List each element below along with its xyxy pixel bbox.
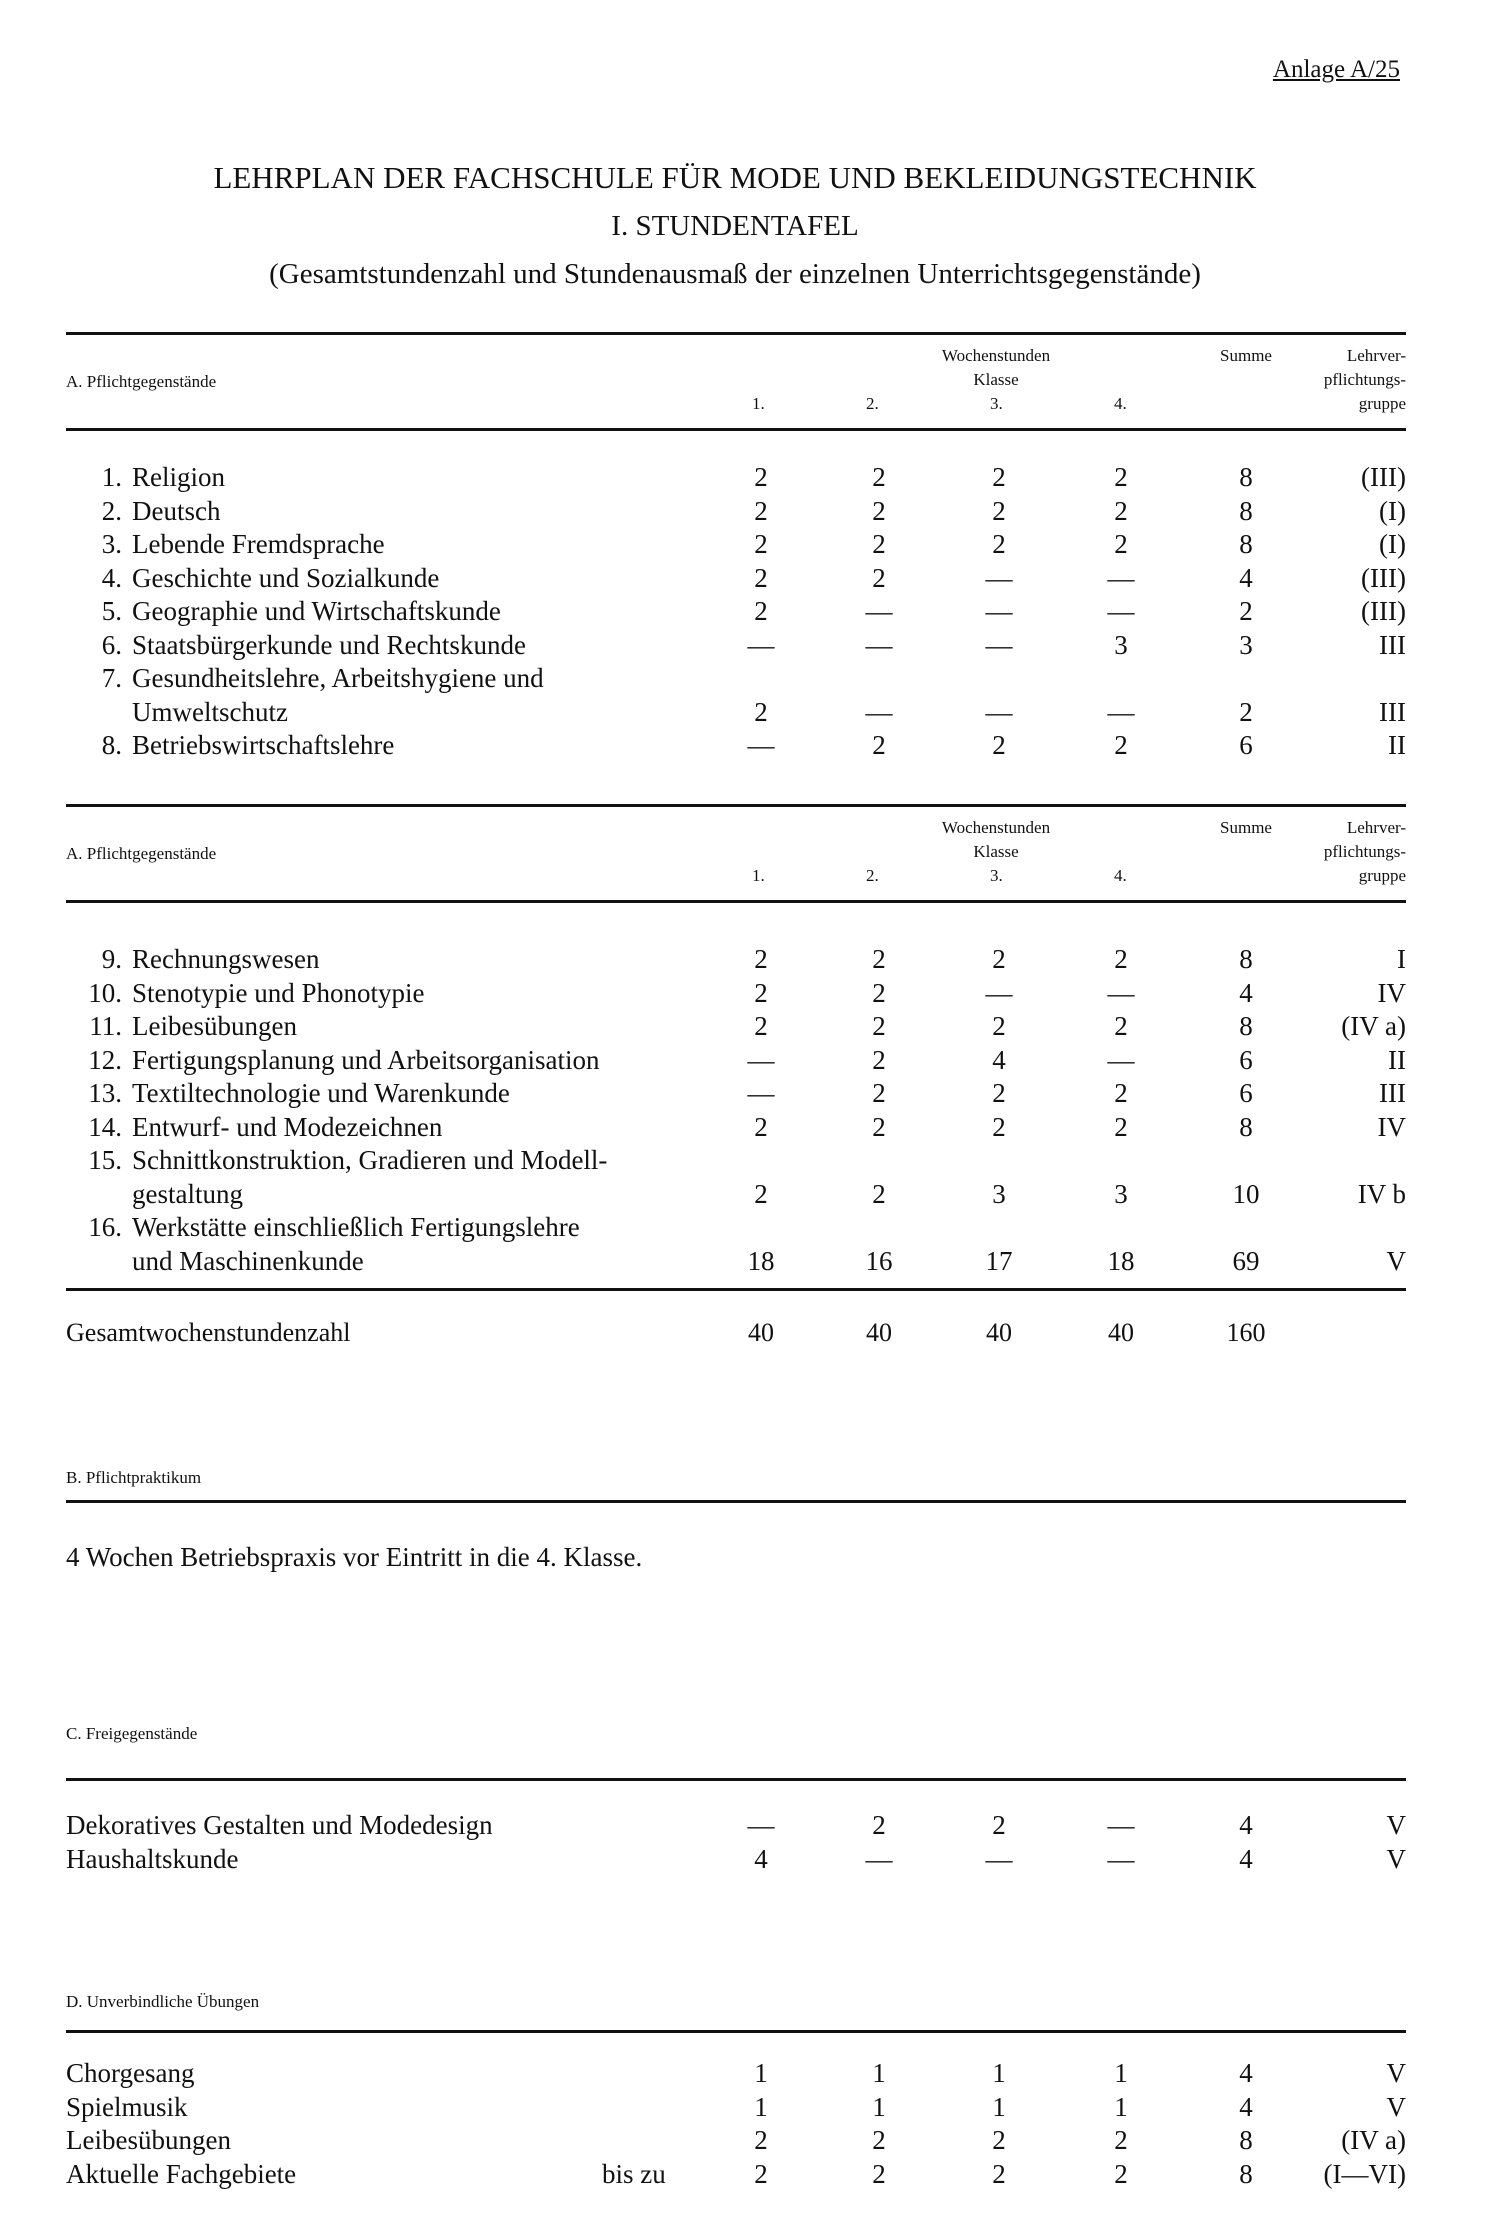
header-class-3: 3. — [990, 866, 1003, 885]
class-4-hours: — — [1107, 1044, 1135, 1075]
lehrverpflichtungsgruppe: IV b — [1357, 1178, 1406, 1209]
class-1-hours: 1 — [754, 2058, 768, 2088]
row-number: 13. — [88, 1078, 122, 1108]
header-class-4: 4. — [1114, 866, 1127, 885]
class-2-hours: 2 — [872, 529, 886, 559]
class-3-hours: 4 — [992, 1044, 1006, 1075]
row-number: 15. — [88, 1145, 122, 1175]
lehrverpflichtungsgruppe: (IV a) — [1341, 1011, 1406, 1041]
class-4-hours: 2 — [1114, 1111, 1128, 1142]
table-row — [66, 730, 1406, 764]
sum-hours: 4 — [1239, 2091, 1253, 2122]
class-2-hours: 2 — [872, 1044, 886, 1075]
sum-hours: 8 — [1239, 462, 1253, 492]
header-klasse: Klasse — [973, 370, 1019, 389]
sum-hours: 8 — [1239, 529, 1253, 559]
row-number: 9. — [101, 944, 122, 974]
header-rule-bottom — [66, 428, 1406, 431]
class-3-hours: 1 — [992, 2058, 1006, 2088]
table-row — [66, 1844, 1406, 1878]
sum-hours: 8 — [1239, 1011, 1253, 1041]
section-a-rows — [66, 462, 1406, 764]
sum-hours: 8 — [1239, 944, 1253, 974]
sum-hours: 6 — [1239, 730, 1253, 760]
lehrverpflichtungsgruppe: III — [1379, 696, 1406, 727]
sum-hours: 8 — [1239, 1111, 1253, 1142]
subject-name: Betriebswirtschaftslehre — [132, 730, 395, 760]
lehrverpflichtungsgruppe: II — [1388, 730, 1406, 760]
class-4-hours: 1 — [1114, 2091, 1128, 2122]
row-number: 4. — [101, 562, 122, 593]
table-row — [66, 496, 1406, 530]
lehrverpflichtungsgruppe: (III) — [1361, 462, 1406, 492]
class-2-hours: 2 — [872, 1111, 886, 1142]
class-2-hours: — — [865, 696, 893, 727]
class-2-hours: 2 — [872, 462, 886, 492]
subject-name: Dekoratives Gestalten und Modedesign — [66, 1810, 493, 1840]
document-subtitle: I. STUNDENTAFEL — [611, 210, 859, 242]
class-2-hours: 2 — [872, 2125, 886, 2155]
class-3-hours: 3 — [992, 1178, 1006, 1209]
header-rule-bottom — [66, 900, 1406, 903]
class-3-hours: 2 — [992, 1111, 1006, 1142]
class-4-hours: — — [1107, 1810, 1135, 1840]
table-row — [66, 529, 1406, 563]
class-3-hours: — — [985, 629, 1013, 660]
table-row — [66, 1810, 1406, 1844]
header-gruppe: gruppe — [1358, 866, 1406, 885]
class-1-hours: 2 — [754, 2158, 768, 2189]
header-class-1: 1. — [752, 866, 765, 885]
class-1-hours: 2 — [754, 944, 768, 974]
class-1-hours: 2 — [754, 696, 768, 727]
subject-name: Rechnungswesen — [132, 944, 320, 974]
table-row — [66, 1078, 1406, 1112]
subject-name: und Maschinenkunde — [132, 1245, 364, 1276]
subject-name: Stenotypie und Phonotypie — [132, 977, 425, 1008]
header-wochenstunden: Wochenstunden — [941, 818, 1051, 837]
section-a2-rows — [66, 944, 1406, 1279]
class-4-hours: 2 — [1114, 1078, 1128, 1108]
lehrverpflichtungsgruppe: IV — [1377, 1111, 1406, 1142]
subject-name: Staatsbürgerkunde und Rechtskunde — [132, 629, 526, 660]
class-1-hours: — — [747, 730, 775, 760]
subject-name: Geographie und Wirtschaftskunde — [132, 596, 501, 626]
class-4-hours: 2 — [1114, 462, 1128, 492]
row-number: 8. — [101, 730, 122, 760]
lehrverpflichtungsgruppe: III — [1379, 629, 1406, 660]
class-1-hours: 2 — [754, 1111, 768, 1142]
row-number: 2. — [101, 495, 122, 526]
class-2-hours: 2 — [872, 1011, 886, 1041]
header-rule-top — [66, 804, 1406, 807]
sum-hours: 4 — [1239, 2058, 1253, 2088]
row-number: 7. — [101, 663, 122, 693]
total-class-3: 40 — [986, 1318, 1012, 1347]
class-4-hours: 3 — [1114, 629, 1128, 660]
class-4-hours: 2 — [1114, 730, 1128, 760]
table-row — [66, 462, 1406, 496]
class-3-hours: — — [985, 977, 1013, 1008]
lehrverpflichtungsgruppe: V — [1386, 1843, 1406, 1874]
class-3-hours: 2 — [992, 1011, 1006, 1041]
row-number: 16. — [88, 1212, 122, 1242]
subject-name: Religion — [132, 462, 225, 492]
sum-hours: 2 — [1239, 596, 1253, 626]
sum-hours: 69 — [1232, 1245, 1260, 1276]
table-row — [66, 2125, 1406, 2159]
lehrverpflichtungsgruppe: V — [1386, 1810, 1406, 1840]
class-3-hours: 2 — [992, 2125, 1006, 2155]
class-1-hours: 2 — [754, 2125, 768, 2155]
class-3-hours: — — [985, 596, 1013, 626]
class-2-hours: 1 — [872, 2091, 886, 2122]
header-wochenstunden: Wochenstunden — [941, 346, 1051, 365]
subject-name: Lebende Fremdsprache — [132, 529, 385, 559]
table-row — [66, 1246, 1406, 1280]
subject-name: Umweltschutz — [132, 696, 288, 727]
header-class-3: 3. — [990, 394, 1003, 413]
class-1-hours: 2 — [754, 462, 768, 492]
class-1-hours: 2 — [754, 562, 768, 593]
lehrverpflichtungsgruppe: (I) — [1379, 529, 1406, 559]
table-row — [66, 1179, 1406, 1213]
class-4-hours: 2 — [1114, 944, 1128, 974]
subject-name: Schnittkonstruktion, Gradieren und Modell- — [132, 1145, 608, 1175]
class-2-hours: 2 — [872, 944, 886, 974]
subject-name: Geschichte und Sozialkunde — [132, 562, 440, 593]
subject-name: Textiltechnologie und Warenkunde — [132, 1078, 510, 1108]
subject-name: Fertigungsplanung und Arbeitsorganisation — [132, 1044, 600, 1075]
subject-name: Aktuelle Fachgebiete — [66, 2158, 297, 2189]
total-row — [66, 1318, 1406, 1352]
class-1-hours: — — [747, 1810, 775, 1840]
table-row — [66, 1145, 1406, 1179]
row-number: 14. — [88, 1111, 122, 1142]
subject-name: Leibesübungen — [132, 1011, 297, 1041]
lehrverpflichtungsgruppe: II — [1388, 1044, 1406, 1075]
class-4-hours: — — [1107, 1843, 1135, 1874]
class-1-hours: 2 — [754, 977, 768, 1008]
header-klasse: Klasse — [973, 842, 1019, 861]
section-b-rule — [66, 1500, 1406, 1503]
class-2-hours: 2 — [872, 495, 886, 526]
lehrverpflichtungsgruppe: V — [1386, 2058, 1406, 2088]
row-number: 3. — [101, 529, 122, 559]
header-pflichtungs: pflichtungs- — [1323, 842, 1406, 861]
table-row — [66, 663, 1406, 697]
subject-name: Haushaltskunde — [66, 1843, 239, 1874]
header-class-2: 2. — [866, 394, 879, 413]
class-4-hours: 2 — [1114, 2125, 1128, 2155]
class-2-hours: 2 — [872, 730, 886, 760]
table-row — [66, 978, 1406, 1012]
class-2-hours: 2 — [872, 1810, 886, 1840]
class-1-hours: 2 — [754, 1178, 768, 1209]
table-header-a — [66, 336, 1406, 426]
class-4-hours: 2 — [1114, 1011, 1128, 1041]
class-3-hours: 2 — [992, 2158, 1006, 2189]
class-4-hours: — — [1107, 696, 1135, 727]
class-2-hours: 2 — [872, 2158, 886, 2189]
class-2-hours: — — [865, 629, 893, 660]
table-row — [66, 697, 1406, 731]
subject-name: Werkstätte einschließlich Fertigungslehre — [132, 1212, 580, 1242]
header-rule-top — [66, 332, 1406, 335]
section-d-heading: D. Unverbindliche Übungen — [66, 1992, 260, 2011]
sum-hours: 8 — [1239, 2125, 1253, 2155]
class-3-hours: — — [985, 562, 1013, 593]
sum-hours: 2 — [1239, 696, 1253, 727]
lehrverpflichtungsgruppe: (I) — [1379, 495, 1406, 526]
class-4-hours: — — [1107, 596, 1135, 626]
class-1-hours: 1 — [754, 2091, 768, 2122]
table-row — [66, 2092, 1406, 2126]
table-row — [66, 1212, 1406, 1246]
class-2-hours: 2 — [872, 977, 886, 1008]
section-d-rule — [66, 2030, 1406, 2033]
header-gruppe: gruppe — [1358, 394, 1406, 413]
class-3-hours: 1 — [992, 2091, 1006, 2122]
row-number: 11. — [89, 1011, 122, 1041]
subject-name: Chorgesang — [66, 2058, 195, 2088]
sum-hours: 8 — [1239, 2158, 1253, 2189]
class-2-hours: 1 — [872, 2058, 886, 2088]
class-1-hours: 4 — [754, 1843, 768, 1874]
class-3-hours: 2 — [992, 529, 1006, 559]
class-1-hours: 2 — [754, 495, 768, 526]
class-1-hours: — — [747, 1044, 775, 1075]
row-number: 5. — [101, 596, 122, 626]
header-pflichtungs: pflichtungs- — [1323, 370, 1406, 389]
class-4-hours: 2 — [1114, 2158, 1128, 2189]
pflichtpraktikum-text: 4 Wochen Betriebspraxis vor Eintritt in die 4. Klasse. — [66, 1542, 643, 1572]
class-1-hours: 18 — [747, 1245, 775, 1276]
row-number: 1. — [101, 462, 122, 492]
class-3-hours: 2 — [992, 1078, 1006, 1108]
class-2-hours: 2 — [872, 1178, 886, 1209]
sum-hours: 4 — [1239, 977, 1253, 1008]
total-rule — [66, 1288, 1406, 1291]
document-description: (Gesamtstundenzahl und Stundenausmaß der einzelnen Unterrichtsgegenstände) — [269, 258, 1201, 290]
class-4-hours: — — [1107, 562, 1135, 593]
section-d-rows — [66, 2058, 1406, 2192]
sum-hours: 10 — [1232, 1178, 1260, 1209]
section-c-heading: C. Freigegenstände — [66, 1724, 198, 1743]
class-3-hours: 17 — [985, 1245, 1013, 1276]
section-heading: A. Pflichtgegenstände — [66, 372, 217, 391]
class-2-hours: — — [865, 1843, 893, 1874]
row-number: 6. — [101, 629, 122, 660]
section-heading: A. Pflichtgegenstände — [66, 844, 217, 863]
class-3-hours: 2 — [992, 462, 1006, 492]
lehrverpflichtungsgruppe: (III) — [1361, 596, 1406, 626]
document-title: LEHRPLAN DER FACHSCHULE FÜR MODE UND BEKLEIDUNGSTECHNIK — [213, 160, 1257, 195]
class-3-hours: 2 — [992, 1810, 1006, 1840]
class-4-hours: 18 — [1107, 1245, 1135, 1276]
class-2-hours: 2 — [872, 1078, 886, 1108]
header-class-4: 4. — [1114, 394, 1127, 413]
table-row — [66, 596, 1406, 630]
class-2-hours: 2 — [872, 562, 886, 593]
subject-name: Spielmusik — [66, 2091, 188, 2122]
sum-hours: 4 — [1239, 1810, 1253, 1840]
class-4-hours: 2 — [1114, 495, 1128, 526]
total-class-1: 40 — [748, 1318, 774, 1347]
subject-name: Gesundheitslehre, Arbeitshygiene und — [132, 663, 544, 693]
total-class-2: 40 — [866, 1318, 892, 1347]
annex-label: Anlage A/25 — [1272, 56, 1400, 83]
table-row — [66, 1045, 1406, 1079]
class-3-hours: — — [985, 696, 1013, 727]
class-4-hours: 3 — [1114, 1178, 1128, 1209]
class-1-hours: 2 — [754, 529, 768, 559]
table-row — [66, 2058, 1406, 2092]
table-row — [66, 2159, 1406, 2193]
lehrverpflichtungsgruppe: V — [1386, 2091, 1406, 2122]
lehrverpflichtungsgruppe: I — [1397, 944, 1406, 974]
class-3-hours: 2 — [992, 495, 1006, 526]
lehrverpflichtungsgruppe: IV — [1377, 977, 1406, 1008]
header-lehrver: Lehrver- — [1346, 346, 1406, 365]
table-row — [66, 944, 1406, 978]
subject-name: Leibesübungen — [66, 2125, 231, 2155]
class-1-hours: — — [747, 629, 775, 660]
sum-hours: 4 — [1239, 1843, 1253, 1874]
class-1-hours: — — [747, 1078, 775, 1108]
subject-name: Entwurf- und Modezeichnen — [132, 1111, 443, 1142]
section-b-heading: B. Pflichtpraktikum — [66, 1468, 202, 1487]
header-lehrver: Lehrver- — [1346, 818, 1406, 837]
class-3-hours: 2 — [992, 730, 1006, 760]
row-number: 10. — [88, 977, 122, 1008]
bis-zu-note: bis zu — [602, 2158, 666, 2189]
sum-hours: 6 — [1239, 1044, 1253, 1075]
section-c-rule — [66, 1778, 1406, 1781]
class-4-hours: — — [1107, 977, 1135, 1008]
sum-hours: 4 — [1239, 562, 1253, 593]
class-3-hours: — — [985, 1843, 1013, 1874]
class-3-hours: 2 — [992, 944, 1006, 974]
class-1-hours: 2 — [754, 1011, 768, 1041]
lehrverpflichtungsgruppe: (IV a) — [1341, 2125, 1406, 2155]
class-4-hours: 1 — [1114, 2058, 1128, 2088]
table-row — [66, 630, 1406, 664]
class-2-hours: 16 — [865, 1245, 893, 1276]
table-row — [66, 1011, 1406, 1045]
header-class-2: 2. — [866, 866, 879, 885]
lehrverpflichtungsgruppe: III — [1379, 1078, 1406, 1108]
sum-hours: 8 — [1239, 495, 1253, 526]
sum-hours: 3 — [1239, 629, 1253, 660]
section-c-rows — [66, 1810, 1406, 1877]
total-class-4: 40 — [1108, 1318, 1134, 1347]
sum-hours: 6 — [1239, 1078, 1253, 1108]
table-row — [66, 1112, 1406, 1146]
class-4-hours: 2 — [1114, 529, 1128, 559]
lehrverpflichtungsgruppe: (III) — [1361, 562, 1406, 593]
table-header-a2 — [66, 808, 1406, 898]
total-label: Gesamtwochenstundenzahl — [66, 1318, 351, 1347]
table-row — [66, 563, 1406, 597]
class-2-hours: — — [865, 596, 893, 626]
subject-name: gestaltung — [132, 1178, 243, 1209]
lehrverpflichtungsgruppe: V — [1386, 1245, 1406, 1276]
header-summe: Summe — [1220, 346, 1272, 365]
subject-name: Deutsch — [132, 495, 221, 526]
header-class-1: 1. — [752, 394, 765, 413]
header-summe: Summe — [1220, 818, 1272, 837]
class-1-hours: 2 — [754, 596, 768, 626]
row-number: 12. — [88, 1044, 122, 1075]
lehrverpflichtungsgruppe: (I—VI) — [1323, 2158, 1406, 2189]
total-sum: 160 — [1226, 1318, 1266, 1347]
